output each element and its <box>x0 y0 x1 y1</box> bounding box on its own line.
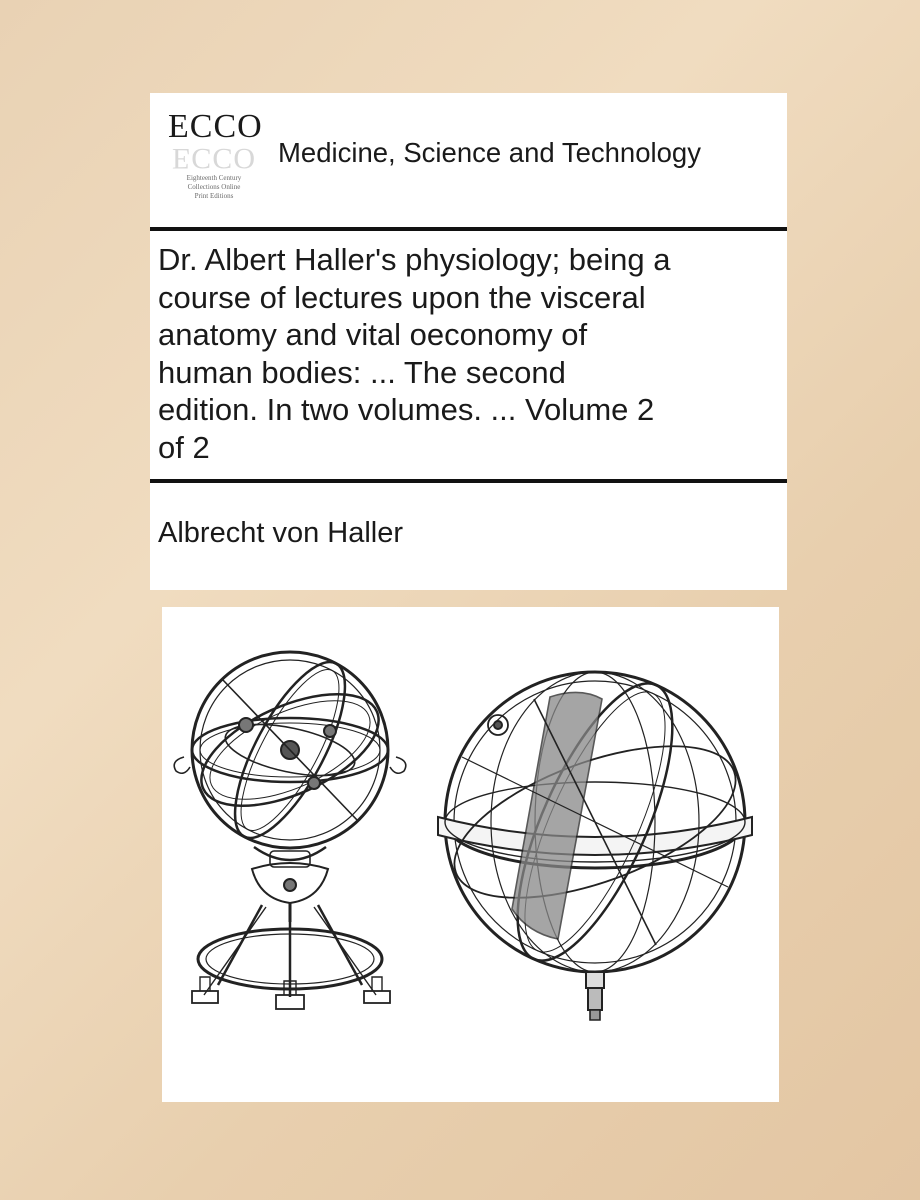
logo-caption-line: Eighteenth Century <box>186 174 242 182</box>
ecco-logo-caption <box>168 174 260 201</box>
book-title-line: edition. In two volumes. ... Volume 2 <box>158 392 655 427</box>
title-panel <box>150 231 787 479</box>
right-armillary-sphere <box>435 664 754 1020</box>
cover-illustration <box>162 607 779 1102</box>
logo-caption-line: Print Editions <box>194 192 234 200</box>
book-title-line: of 2 <box>158 429 210 465</box>
book-title-line: anatomy and vital oeconomy of <box>158 317 588 352</box>
author-panel <box>150 483 787 590</box>
ecco-logo-reflection: ECCO <box>171 142 256 175</box>
series-header <box>150 93 787 228</box>
ecco-logo <box>168 107 263 215</box>
logo-caption-line: Collections Online <box>187 183 241 191</box>
book-title-line: course of lectures upon the visceral <box>158 279 646 315</box>
book-title-line: human bodies: ... The second <box>158 354 566 390</box>
ecco-logo-mark: ECCO <box>168 108 263 145</box>
book-title <box>158 241 783 466</box>
left-armillary-sphere <box>174 648 406 1009</box>
book-title-line: Dr. Albert Haller's physiology; being a <box>158 242 671 277</box>
author-name: Albrecht von Haller <box>158 517 403 549</box>
series-title: Medicine, Science and Technology <box>278 137 701 168</box>
armillary-spheres-illustration <box>162 607 779 1102</box>
